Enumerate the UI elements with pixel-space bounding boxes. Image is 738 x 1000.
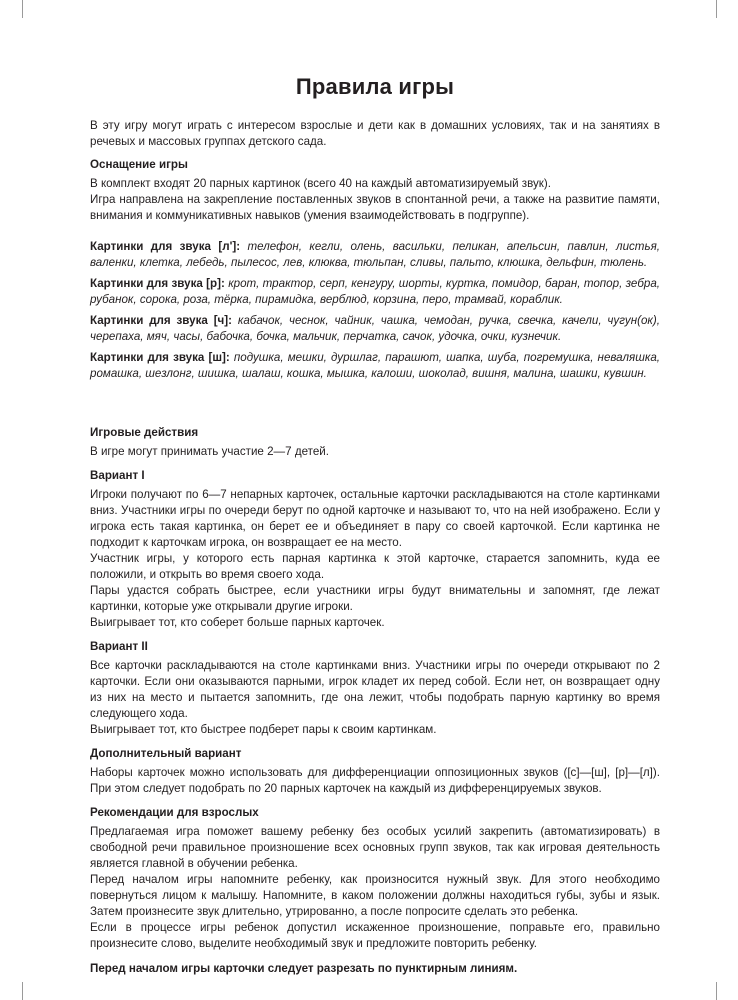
equipment-paragraph: Игра направлена на закрепление поставленных звуков в спонтанной речи, а также на развитие памяти, внимания и коммуникативных навыков (умения взаимодействовать в подгруппе). bbox=[90, 193, 660, 222]
actions-paragraph: В игре могут принимать участие 2—7 детей. bbox=[90, 445, 329, 458]
picture-set-l bbox=[90, 239, 660, 271]
recommendations-paragraph: Если в процессе игры ребенок допустил искаженное произношение, поправьте его, правильно произнесите слово, выделите необходимый звук и предложите повторить ребенку. bbox=[90, 921, 660, 950]
picture-set-label: Картинки для звука [ч]: bbox=[90, 314, 233, 327]
picture-set-words: кабачок, чеснок, чайник, чашка, чемодан, ручка, свечка, качели, чугун(ок), черепаха, мяч, часы, бабочка, бочка, мальчик, перчатка, сачок, удочка, очки, кузнечик. bbox=[90, 314, 660, 343]
variant2-paragraph: Выигрывает тот, кто быстрее подберет пары к своим картинкам. bbox=[90, 723, 437, 736]
picture-set-label: Картинки для звука [л']: bbox=[90, 240, 241, 253]
crop-mark-bottom-right bbox=[716, 982, 717, 1000]
recommendations-heading: Рекомендации для взрослых bbox=[90, 806, 259, 819]
picture-set-words: телефон, кегли, олень, васильки, пеликан, апельсин, павлин, листья, валенки, клетка, лебедь, пылесос, лев, клюква, тюльпан, сливы, пальто, клюшка, дельфин, тюлень. bbox=[90, 240, 660, 269]
crop-mark-bottom-left bbox=[22, 982, 23, 1000]
variant2-heading: Вариант II bbox=[90, 640, 148, 653]
picture-set-label: Картинки для звука [ш]: bbox=[90, 351, 230, 364]
variant1-paragraph: Игроки получают по 6—7 непарных карточек, остальные карточки раскладываются на столе картинками вниз. Участники игры по очереди берут по одной карточке и называют то, что на ней изображено. Если у игрока есть такая картинка, он берет ее и объединяет в пару со своей карточкой. Если картинка не подходит к карточкам игрока, он возвращает ее на место. bbox=[90, 488, 660, 549]
final-note: Перед началом игры карточки следует разрезать по пунктирным линиям. bbox=[90, 962, 518, 975]
picture-set-words: подушка, мешки, дуршлаг, парашют, шапка, шуба, погремушка, неваляшка, ромашка, шезлонг, шишка, шалаш, кошка, мышка, калоши, шоколад, вишня, малина, шашки, кувшин. bbox=[90, 351, 660, 380]
picture-set-sh bbox=[90, 350, 660, 382]
additional-heading: Дополнительный вариант bbox=[90, 747, 242, 760]
page-title: Правила игры bbox=[295, 74, 455, 99]
equipment-heading: Оснащение игры bbox=[90, 158, 188, 171]
picture-set-label: Картинки для звука [р]: bbox=[90, 277, 225, 290]
variant2-paragraph: Все карточки раскладываются на столе картинками вниз. Участники игры по очереди открывают по 2 карточки. Если они оказываются парными, игрок кладет их перед собой. Если нет, он возвращает одну из них на место и пытается запомнить, где она лежит, чтобы подобрать парную картинку во время следующего хода. bbox=[90, 659, 660, 720]
crop-mark-top-right bbox=[716, 0, 717, 18]
actions-heading: Игровые действия bbox=[90, 426, 199, 439]
equipment-paragraph: В комплект входят 20 парных картинок (всего 40 на каждый автоматизируемый звук). bbox=[90, 177, 551, 190]
variant1-paragraph: Выигрывает тот, кто соберет больше парных карточек. bbox=[90, 616, 385, 629]
crop-mark-top-left bbox=[22, 0, 23, 18]
recommendations-paragraph: Перед началом игры напомните ребенку, как произносится нужный звук. Для этого необходимо повернуться лицом к малышу. Напомните, в каком положении должны находиться губы, зубы и язык. Затем произнесите звук длительно, утрированно, а после попросите сделать это ребенка. bbox=[90, 873, 660, 918]
variant1-paragraph: Участник игры, у которого есть парная картинка к этой карточке, старается запомнить, куда ее положили, и открыть во время своего хода. bbox=[90, 552, 660, 581]
intro-paragraph: В эту игру могут играть с интересом взрослые и дети как в домашних условиях, так и на занятиях в речевых и массовых группах детского сада. bbox=[90, 119, 660, 148]
page-content bbox=[90, 74, 660, 977]
additional-paragraph: Наборы карточек можно использовать для дифференциации оппозиционных звуков ([с]—[ш], [р]—[л]). При этом следует подобрать по 20 парных карточек на каждый из дифференцируемых звуков. bbox=[90, 766, 660, 795]
picture-set-ch bbox=[90, 313, 660, 345]
picture-set-words: крот, трактор, серп, кенгуру, шорты, куртка, помидор, баран, топор, зебра, рубанок, сорока, роза, тёрка, пирамидка, верблюд, корзина, перо, трамвай, кораблик. bbox=[90, 277, 660, 306]
variant1-heading: Вариант I bbox=[90, 469, 145, 482]
recommendations-paragraph: Предлагаемая игра поможет вашему ребенку без особых усилий закрепить (автоматизировать) в свободной речи правильное произношение всех основных групп звуков, так как игровая деятельность является главной в обучении ребенка. bbox=[90, 825, 660, 870]
variant1-paragraph: Пары удастся собрать быстрее, если участники игры будут внимательны и запомнят, где лежат картинки, которые уже открывали другие игроки. bbox=[90, 584, 660, 613]
picture-set-r bbox=[90, 276, 660, 308]
